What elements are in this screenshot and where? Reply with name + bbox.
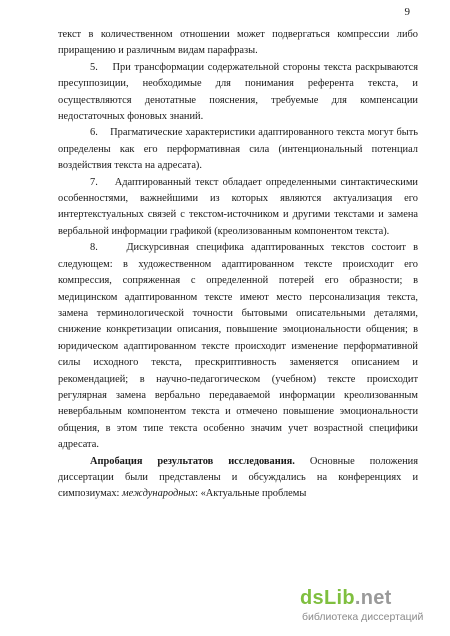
paragraph-continuation: текст в количественном отношении может подвергаться компрессии либо приращению и различным видам парафразы. <box>58 29 418 57</box>
approbation-tail: : «Актуальные проблемы <box>195 488 307 500</box>
watermark-brand-part2: .net <box>354 587 392 609</box>
paragraph-item-5: 5. При трансформации содержательной стороны текста раскрываются пресуппозиции, необходимые для понимания референта текста, и осуществляются денотатные пояснения, требуемые для компенсации недостаточных фоновых знаний. <box>58 61 418 123</box>
approbation-text: Основные положения диссертации были представлены и обсуждались на конференциях и симпозиумах: <box>58 455 418 500</box>
page-number: 9 <box>404 6 410 18</box>
watermark-brand-part1: dsLib <box>300 587 355 609</box>
approbation-heading: Апробация результатов исследования. <box>90 455 295 467</box>
paragraph-item-6: 6. Прагматические характеристики адаптированного текста могут быть определены как его перформативная сила (интенциональный потенциал воздействия текста на адресата). <box>58 127 418 172</box>
approbation-italic: международных <box>122 488 196 500</box>
paragraph-item-8: 8. Дискурсивная специфика адаптированных текстов состоит в следующем: в художественном адаптированном тексте происходит его компрессия, сопряженная с определенной потерей его образности; в медицинском адаптированном тексте имеют место персонализация текста, замена терминологической точности бытовыми описательными деталями, снижение конкретизации описания, повышение эмоциональности общения; в юридическом адаптированном тексте происходит изменение перформативной силы исходного текста, прескриптивность заменяется описанием и рекомендацией; в научно-педагогическом (учебном) тексте происходит регулярная замена вербально передаваемой информации креолизованным невербальным компонентом текста и отмечено повышение эмоциональности общения, в этом типе текста особенно значим учет возрастной специфики адресата. <box>58 242 418 451</box>
watermark-subtitle: библиотека диссертаций <box>302 611 424 623</box>
paragraph-item-7: 7. Адаптированный текст обладает определенными синтактическими особенностями, важнейшими из которых являются актуализация его интертекстуальных связей с текстом-источником и другими текстами и замена вербальной информации графикой (креолизованным компонентом текста). <box>58 176 418 237</box>
site-watermark[interactable] <box>300 587 450 636</box>
document-body <box>58 27 418 503</box>
paragraph-approbation <box>58 454 418 503</box>
watermark-logo <box>300 587 392 610</box>
